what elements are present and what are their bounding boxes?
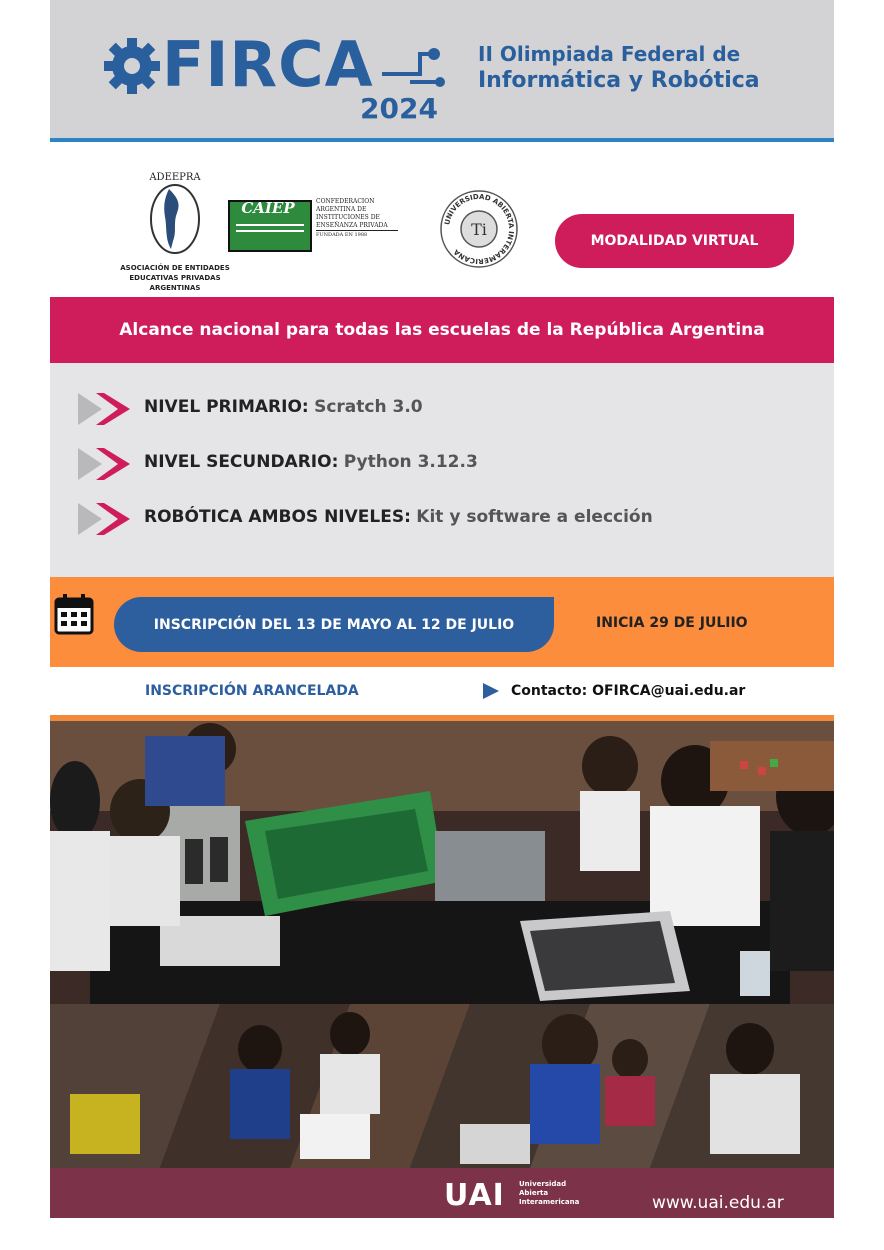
level-value: Kit y software a elección	[416, 507, 653, 527]
play-arrow-icon	[482, 682, 500, 700]
logo-text: FIRCA	[162, 28, 374, 101]
level-text	[144, 452, 478, 472]
level-text	[144, 507, 653, 527]
alcance-banner: Alcance nacional para todas las escuelas de la República Argentina	[50, 297, 834, 363]
adeepra-desc-line1: ASOCIACIÓN DE ENTIDADES	[120, 264, 230, 272]
level-label: NIVEL SECUNDARIO:	[144, 452, 339, 472]
level-item-primario	[78, 391, 818, 427]
footer	[50, 1168, 834, 1218]
caiep-founded: FUNDADA EN 1988	[316, 232, 368, 238]
caiep-logo	[228, 196, 398, 256]
logo-year: 2024	[360, 92, 438, 125]
levels-section	[50, 363, 834, 577]
uai-seal-logo	[438, 188, 520, 270]
info-bar	[50, 667, 834, 721]
inscripcion-badge: INSCRIPCIÓN DEL 13 DE MAYO AL 12 DE JULIO	[114, 597, 554, 652]
uai-logo-text: UAI	[444, 1178, 505, 1213]
event-photo	[50, 721, 834, 1004]
level-label: NIVEL PRIMARIO:	[144, 397, 309, 417]
level-value: Python 3.12.3	[343, 452, 478, 472]
dates-banner	[50, 577, 834, 667]
caiep-desc-line1: CONFEDERACION	[316, 198, 375, 205]
inicia-text: INICIA 29 DE JULIIO	[596, 615, 748, 631]
header-banner	[50, 0, 834, 142]
uai-seal-ring-text: UNIVERSIDAD ABIERTA INTERAMERICANA	[443, 192, 516, 266]
chevron-right-icon	[78, 391, 134, 427]
chevron-right-icon	[78, 446, 134, 482]
caiep-word: CAIEP	[241, 199, 295, 217]
adeepra-desc-line3: ARGENTINAS	[149, 284, 201, 292]
contact-email[interactable]: Contacto: OFIRCA@uai.edu.ar	[511, 683, 746, 699]
gear-icon	[102, 36, 162, 96]
uai-name-line2: Abierta	[519, 1189, 549, 1197]
level-value: Scratch 3.0	[314, 397, 423, 417]
caiep-desc-line3: INSTITUCIONES DE	[316, 214, 380, 221]
adeepra-desc	[100, 263, 250, 293]
event-photo-strip	[50, 1004, 834, 1168]
website-link[interactable]: www.uai.edu.ar	[652, 1193, 784, 1213]
calendar-icon	[54, 593, 94, 635]
arancel-text: INSCRIPCIÓN ARANCELADA	[145, 683, 359, 699]
argentina-map-icon	[147, 183, 203, 255]
level-label: ROBÓTICA AMBOS NIVELES:	[144, 507, 411, 527]
caiep-desc	[316, 198, 398, 239]
uai-seal-mark: Ti	[471, 220, 487, 239]
adeepra-name: ADEEPRA	[149, 172, 201, 183]
poster	[50, 0, 834, 1218]
uai-logo-name	[519, 1180, 579, 1207]
caiep-desc-line4: ENSEÑANZA PRIVADA	[316, 222, 398, 231]
adeepra-desc-line2: EDUCATIVAS PRIVADAS	[129, 274, 221, 282]
chevron-right-icon	[78, 501, 134, 537]
modalidad-badge: MODALIDAD VIRTUAL	[555, 214, 794, 268]
level-text	[144, 397, 423, 417]
tagline-line1: II Olimpiada Federal de	[478, 42, 741, 66]
tagline-line2: Informática y Robótica	[478, 68, 760, 93]
level-item-robotica	[78, 501, 818, 537]
circuit-icon	[380, 44, 446, 88]
caiep-desc-line2: ARGENTINA DE	[316, 206, 367, 213]
uai-name-line1: Universidad	[519, 1180, 567, 1188]
uai-name-line3: Interamericana	[519, 1198, 580, 1206]
level-item-secundario	[78, 446, 818, 482]
